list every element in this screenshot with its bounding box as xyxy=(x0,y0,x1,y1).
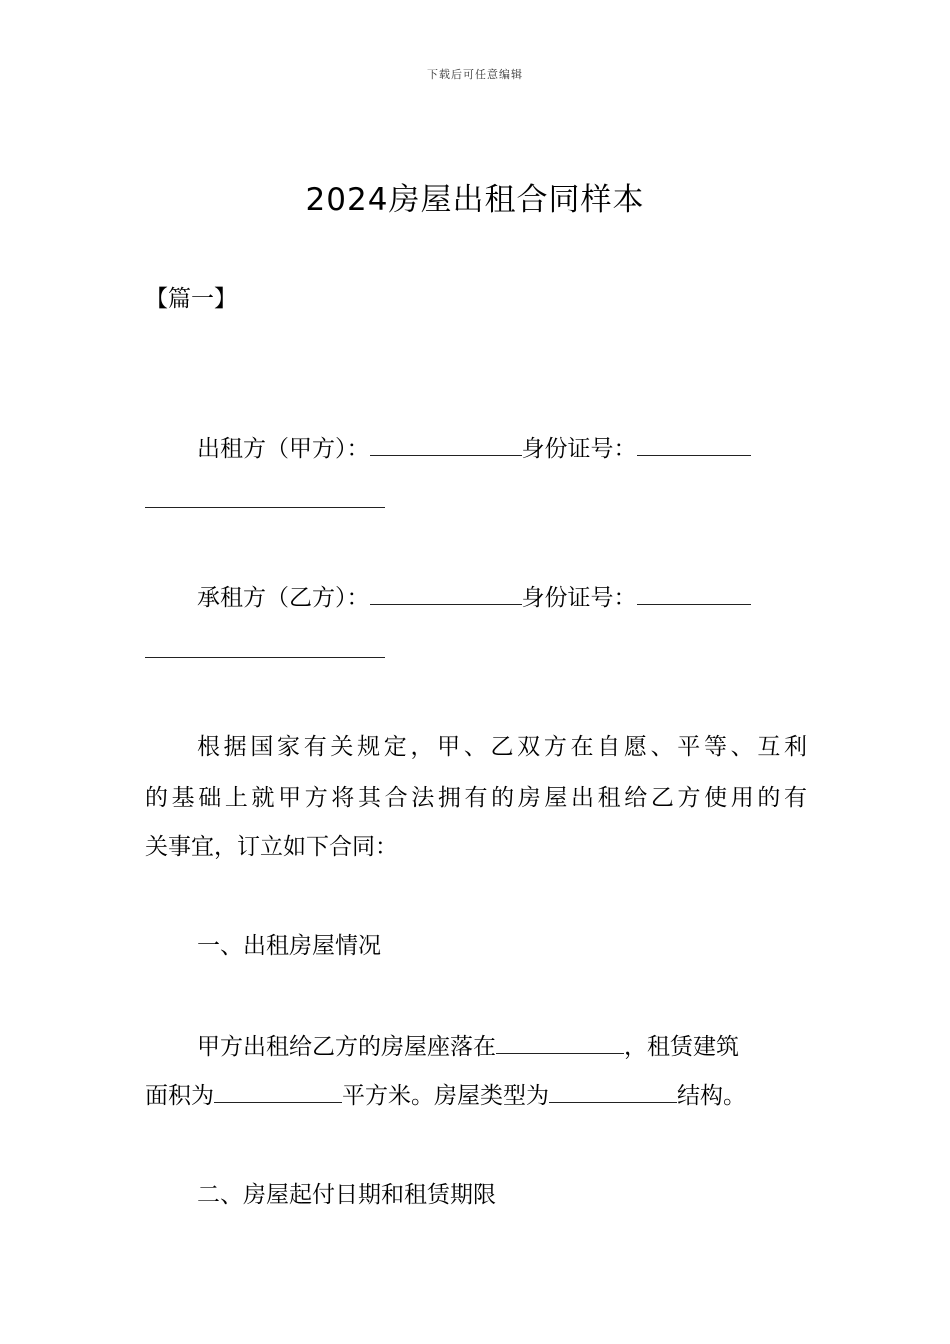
preamble-line-2: 的基础上就甲方将其合法拥有的房屋出租给乙方使用的有 xyxy=(145,785,807,811)
lessee-id-blank xyxy=(637,582,751,605)
clause-1-line-1 xyxy=(197,1030,807,1064)
lessor-id-blank-continued xyxy=(145,507,385,508)
location-blank xyxy=(496,1031,624,1054)
structure-type-blank xyxy=(549,1080,677,1103)
lessor-name-blank xyxy=(370,433,522,456)
section-label: 【篇一】 xyxy=(145,286,237,312)
lessor-label: 出租方（甲方）： xyxy=(197,436,370,462)
area-blank xyxy=(214,1080,342,1103)
lessor-id-label: 身份证号： xyxy=(521,436,637,462)
lessor-line xyxy=(197,432,807,466)
clause-1-location-label: 甲方出租给乙方的房屋座落在 xyxy=(197,1034,496,1060)
structure-suffix: 结构。 xyxy=(677,1083,746,1109)
clause-1-line-2 xyxy=(145,1079,807,1113)
lessee-name-blank xyxy=(370,582,522,605)
lessee-id-label: 身份证号： xyxy=(521,585,637,611)
lessee-label: 承租方（乙方）： xyxy=(197,585,370,611)
area-unit-type-label: 平方米。房屋类型为 xyxy=(342,1083,549,1109)
lessee-line xyxy=(197,581,807,615)
preamble-line-1: 根据国家有关规定，甲、乙双方在自愿、平等、互利 xyxy=(197,734,807,760)
clause-1-heading: 一、出租房屋情况 xyxy=(197,933,381,959)
clause-1-area-label: ，租赁建筑 xyxy=(624,1034,739,1060)
area-prefix: 面积为 xyxy=(145,1083,214,1109)
lessor-id-blank xyxy=(637,433,751,456)
preamble-line-3: 关事宜，订立如下合同： xyxy=(145,834,398,860)
header-note: 下载后可任意编辑 xyxy=(427,68,523,81)
clause-2-heading: 二、房屋起付日期和租赁期限 xyxy=(197,1182,496,1208)
document-title: 2024房屋出租合同样本 xyxy=(305,182,645,218)
lessee-id-blank-continued xyxy=(145,657,385,658)
